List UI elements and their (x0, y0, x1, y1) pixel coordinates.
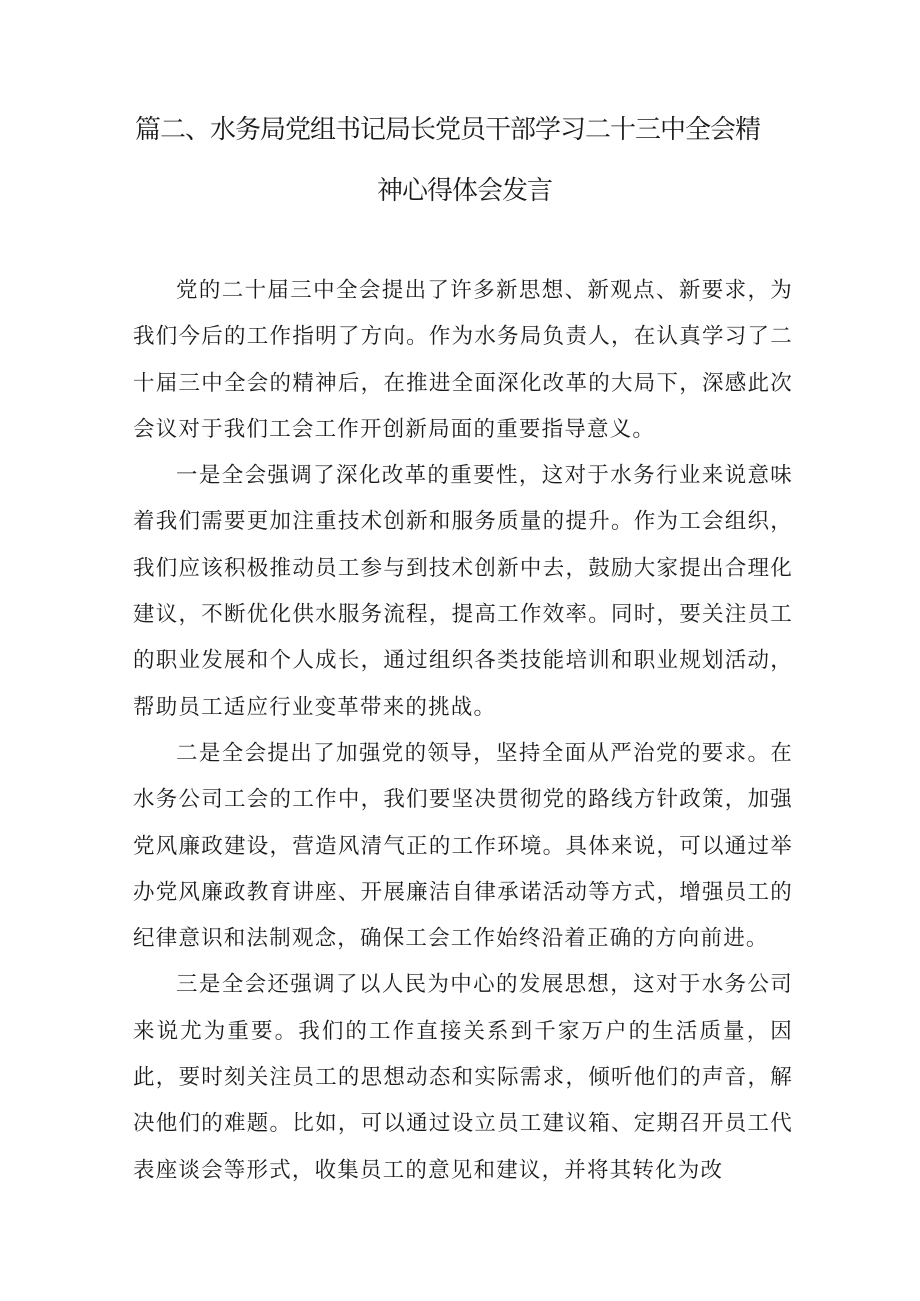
document-title-line-2: 神心得体会发言 (377, 176, 553, 206)
paragraph-point-one: 一是全会强调了深化改革的重要性，这对于水务行业来说意味着我们需要更加注重技术创新和服务质量的提升。作为工会组织，我们应该积极推动员工参与到技术创新中去，鼓励大家提出合理化建议，不断优化供水服务流程，提高工作效率。同时，要关注员工的职业发展和个人成长，通过组织各类技能培训和职业规划活动，帮助员工适应行业变革带来的挑战。 (133, 463, 793, 720)
document-title-line-1: 篇二、水务局党组书记局长党员干部学习二十三中全会精 (135, 115, 761, 145)
paragraph-point-three: 三是全会还强调了以人民为中心的发展思想，这对于水务公司来说尤为重要。我们的工作直接关系到千家万户的生活质量，因此，要时刻关注员工的思想动态和实际需求，倾听他们的声音，解决他们的难题。比如，可以通过设立员工建议箱、定期召开员工代表座谈会等形式，收集员工的意见和建议，并将其转化为改 (133, 972, 793, 1183)
paragraph-intro: 党的二十届三中全会提出了许多新思想、新观点、新要求，为我们今后的工作指明了方向。作为水务局负责人，在认真学习了二十届三中全会的精神后，在推进全面深化改革的大局下，深感此次会议对于我们工会工作开创新局面的重要指导意义。 (133, 278, 793, 442)
paragraph-point-two: 二是全会提出了加强党的领导，坚持全面从严治党的要求。在水务公司工会的工作中，我们要坚决贯彻党的路线方针政策，加强党风廉政建设，营造风清气正的工作环境。具体来说，可以通过举办党风廉政教育讲座、开展廉洁自律承诺活动等方式，增强员工的纪律意识和法制观念，确保工会工作始终沿着正确的方向前进。 (133, 740, 793, 952)
document-body (133, 268, 793, 1194)
